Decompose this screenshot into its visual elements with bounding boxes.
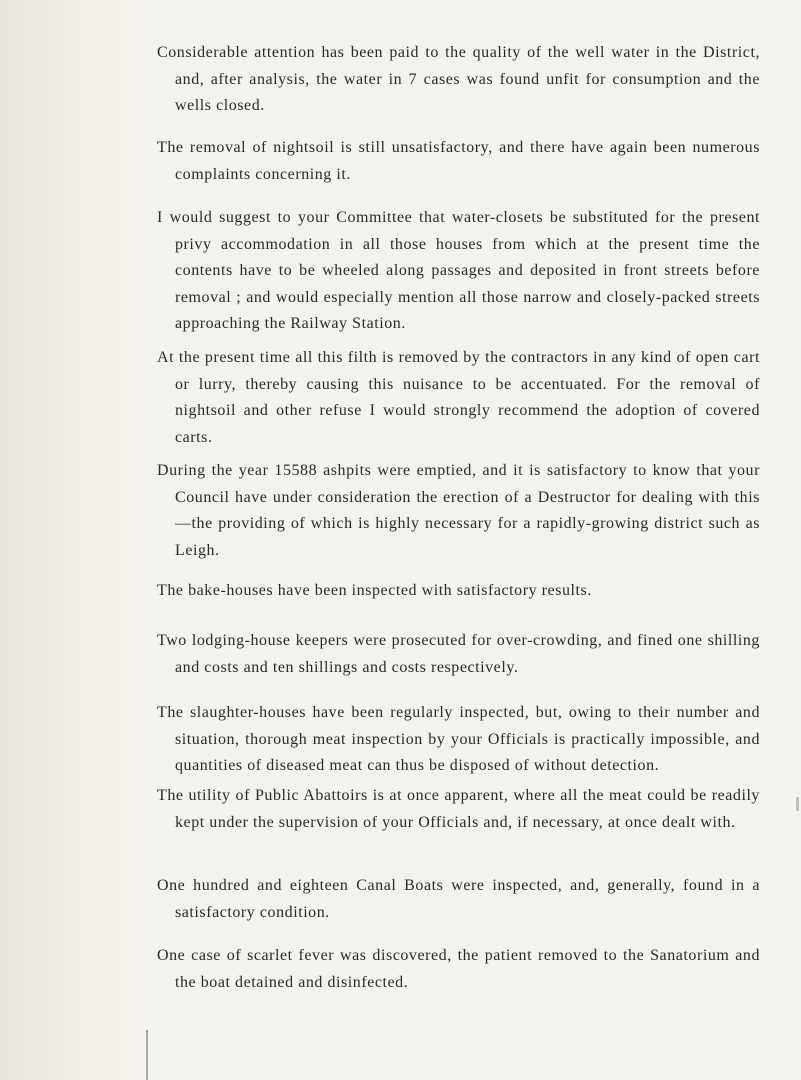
paragraph-ashpits: During the year 15588 ashpits were emptied, and it is satisfactory to know that your Council have under consideration the erection of a Destructor for dealing with this—the providing of which is highly necessary for a rapidly-growing district such as Leigh.	[157, 462, 760, 559]
binding-shadow	[0, 0, 150, 1080]
paragraph-filth-removal: At the present time all this filth is removed by the contractors in any kind of open cart or lurry, thereby causing this nuisance to be accentuated. For the removal of nightsoil and other refuse I would strongly recommend the adoption of covered carts.	[157, 349, 760, 446]
page-speck	[796, 797, 799, 811]
paragraph-slaughter-houses: The slaughter-houses have been regularly inspected, but, owing to their number and situation, thorough meat inspection by your Officials is practically impossible, and quantities of diseased meat can thus be disposed of without detection.	[157, 704, 760, 774]
paragraph-bake-houses: The bake-houses have been inspected with satisfactory results.	[157, 582, 592, 599]
paragraph-water-closets: I would suggest to your Committee that water-closets be substituted for the present privy accommodation in all those houses from which at the present time the contents have to be wheeled along passages and deposited in front streets before removal ; and would especially mention all those narrow and closely-packed streets approaching the Railway Station.	[157, 209, 760, 332]
paragraph-scarlet-fever: One case of scarlet fever was discovered, the patient removed to the Sanatorium and the boat detained and disinfected.	[157, 947, 760, 991]
paragraph-canal-boats: One hundred and eighteen Canal Boats were inspected, and, generally, found in a satisfactory condition.	[157, 877, 760, 921]
paragraph-nightsoil: The removal of nightsoil is still unsatisfactory, and there have again been numerous complaints concerning it.	[157, 139, 760, 183]
paragraph-abattoirs: The utility of Public Abattoirs is at once apparent, where all the meat could be readily kept under the supervision of your Officials and, if necessary, at once dealt with.	[157, 787, 760, 831]
binding-edge-mark	[146, 1030, 148, 1080]
paragraph-well-water: Considerable attention has been paid to the quality of the well water in the District, and, after analysis, the water in 7 cases was found unfit for consumption and the wells closed.	[157, 44, 760, 114]
paragraph-lodging-houses: Two lodging-house keepers were prosecuted for over-crowding, and fined one shilling and costs and ten shillings and costs respectively.	[157, 632, 760, 676]
